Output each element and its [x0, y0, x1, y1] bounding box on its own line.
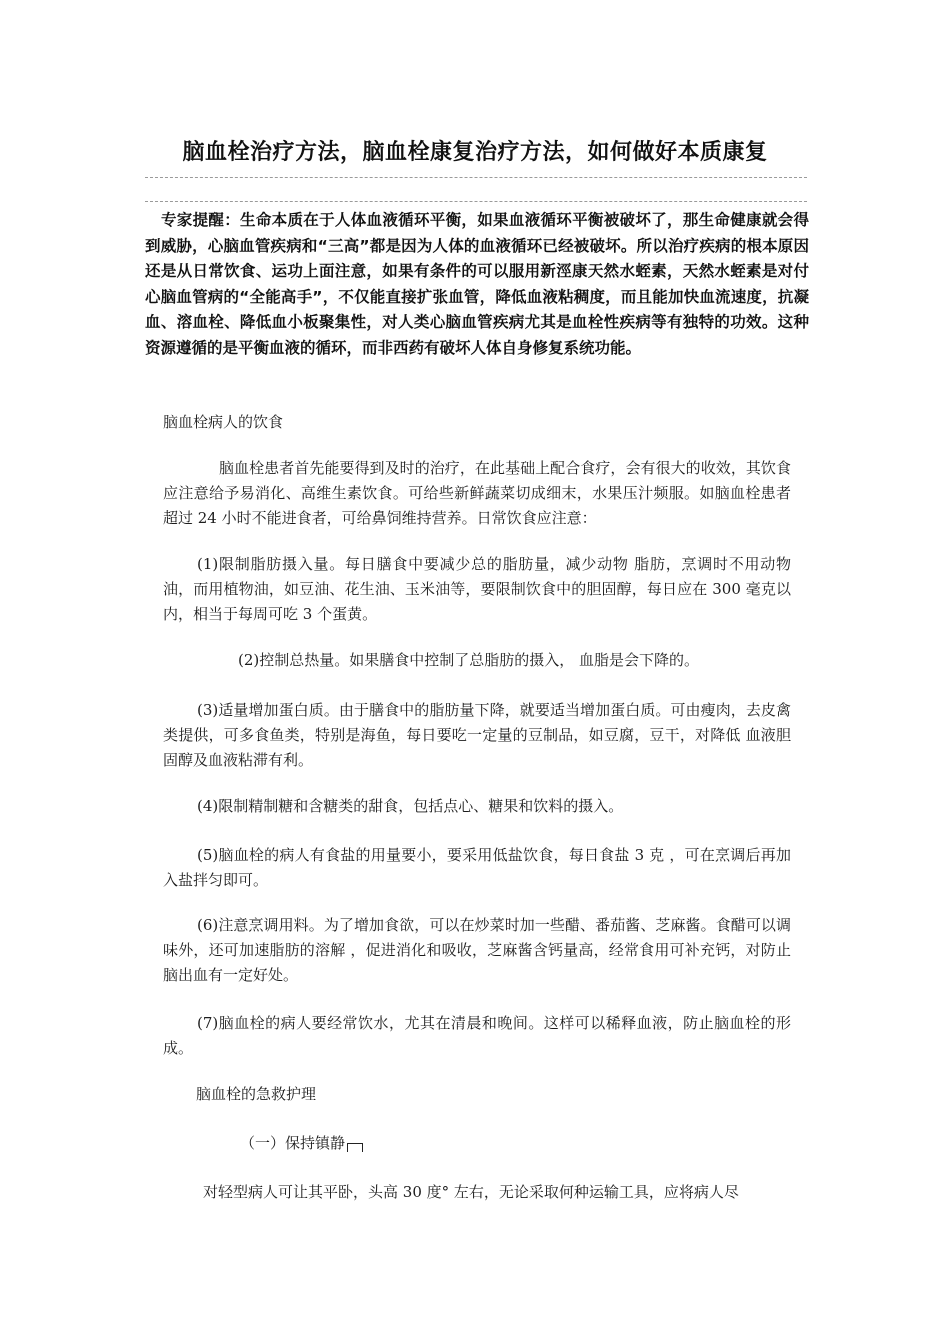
title-divider-bottom	[145, 201, 807, 202]
diet-item-5: (5)脑血栓的病人有食盐的用量要小，要采用低盐饮食，每日食盐 3 克 ，可在烹调后再加入盐拌匀即可。	[163, 846, 791, 889]
section-heading-diet: 脑血栓病人的饮食	[163, 413, 284, 431]
diet-item-4: (4)限制精制糖和含糖类的甜食，包括点心、糖果和饮料的摄入。	[197, 797, 624, 815]
firstaid-paragraph: 对轻型病人可让其平卧，头高 30 度° 左右，无论采取何种运输工具，应将病人尽	[203, 1183, 739, 1201]
diet-item-7: (7)脑血栓的病人要经常饮水，尤其在清晨和晚间。这样可以稀释血液，防止脑血栓的形成。	[163, 1014, 791, 1057]
diet-item-6: (6)注意烹调用料。为了增加食欲，可以在炒菜时加一些醋、番茄酱、芝麻酱。食醋可以调味外，还可加速脂肪的溶解 ，促进消化和吸收，芝麻酱含钙量高，经常食用可补充钙，对防止脑出血有一定好处。	[163, 916, 791, 984]
diet-item-1: (1)限制脂肪摄入量。每日膳食中要减少总的脂肪量，减少动物 脂肪，烹调时不用动物油，而用植物油，如豆油、花生油、玉米油等，要限制饮食中的胆固醇，每日应在 300 毫克以内，相当于每周可吃 3 个蛋黄。	[163, 555, 791, 623]
expert-summary: 专家提醒：生命本质在于人体血液循环平衡，如果血液循环平衡被破坏了，那生命健康就会得到威胁，心脑血管疾病和“三高”都是因为人体的血液循环已经被破坏。所以治疗疾病的根本原因还是从日常饮食、运功上面注意，如果有条件的可以服用新涇康天然水蛭素，天然水蛭素是对付心脑血管病的“全能高手”，不仅能直接扩张血管，降低血液粘稠度，而且能加快血流速度，抗凝血、溶血栓、降低血小板聚集性，对人类心脑血管疾病尤其是血栓性疾病等有独特的功效。这种资源遵循的是平衡血液的循环，而非西药有破坏人体自身修复系统功能。	[145, 211, 809, 357]
diet-intro-paragraph: 脑血栓患者首先能要得到及时的治疗，在此基础上配合食疗，会有很大的收效，其饮食应注意给予易消化、高维生素饮食。可给些新鲜蔬菜切成细末，水果压汁频服。如脑血栓患者超过 24 小时不能进食者，可给鼻饲维持营养。日常饮食应注意：	[163, 459, 791, 527]
text-cursor-mark	[347, 1143, 363, 1152]
diet-item-3: (3)适量增加蛋白质。由于膳食中的脂肪量下降，就要适当增加蛋白质。可由瘦肉，去皮禽类提供，可多食鱼类，特别是海鱼，每日要吃一定量的豆制品，如豆腐，豆干，对降低 血液胆固醇及血液粘滞有利。	[163, 701, 791, 769]
title-divider-top	[145, 177, 807, 178]
section-heading-firstaid: 脑血栓的急救护理	[196, 1085, 317, 1103]
diet-item-2: (2)控制总热量。如果膳食中控制了总脂肪的摄入， 血脂是会下降的。	[238, 651, 700, 669]
firstaid-subheading	[240, 1131, 363, 1156]
document-title: 脑血栓治疗方法，脑血栓康复治疗方法，如何做好本质康复	[182, 139, 768, 165]
firstaid-subheading-text: （一）保持镇静	[240, 1134, 346, 1152]
